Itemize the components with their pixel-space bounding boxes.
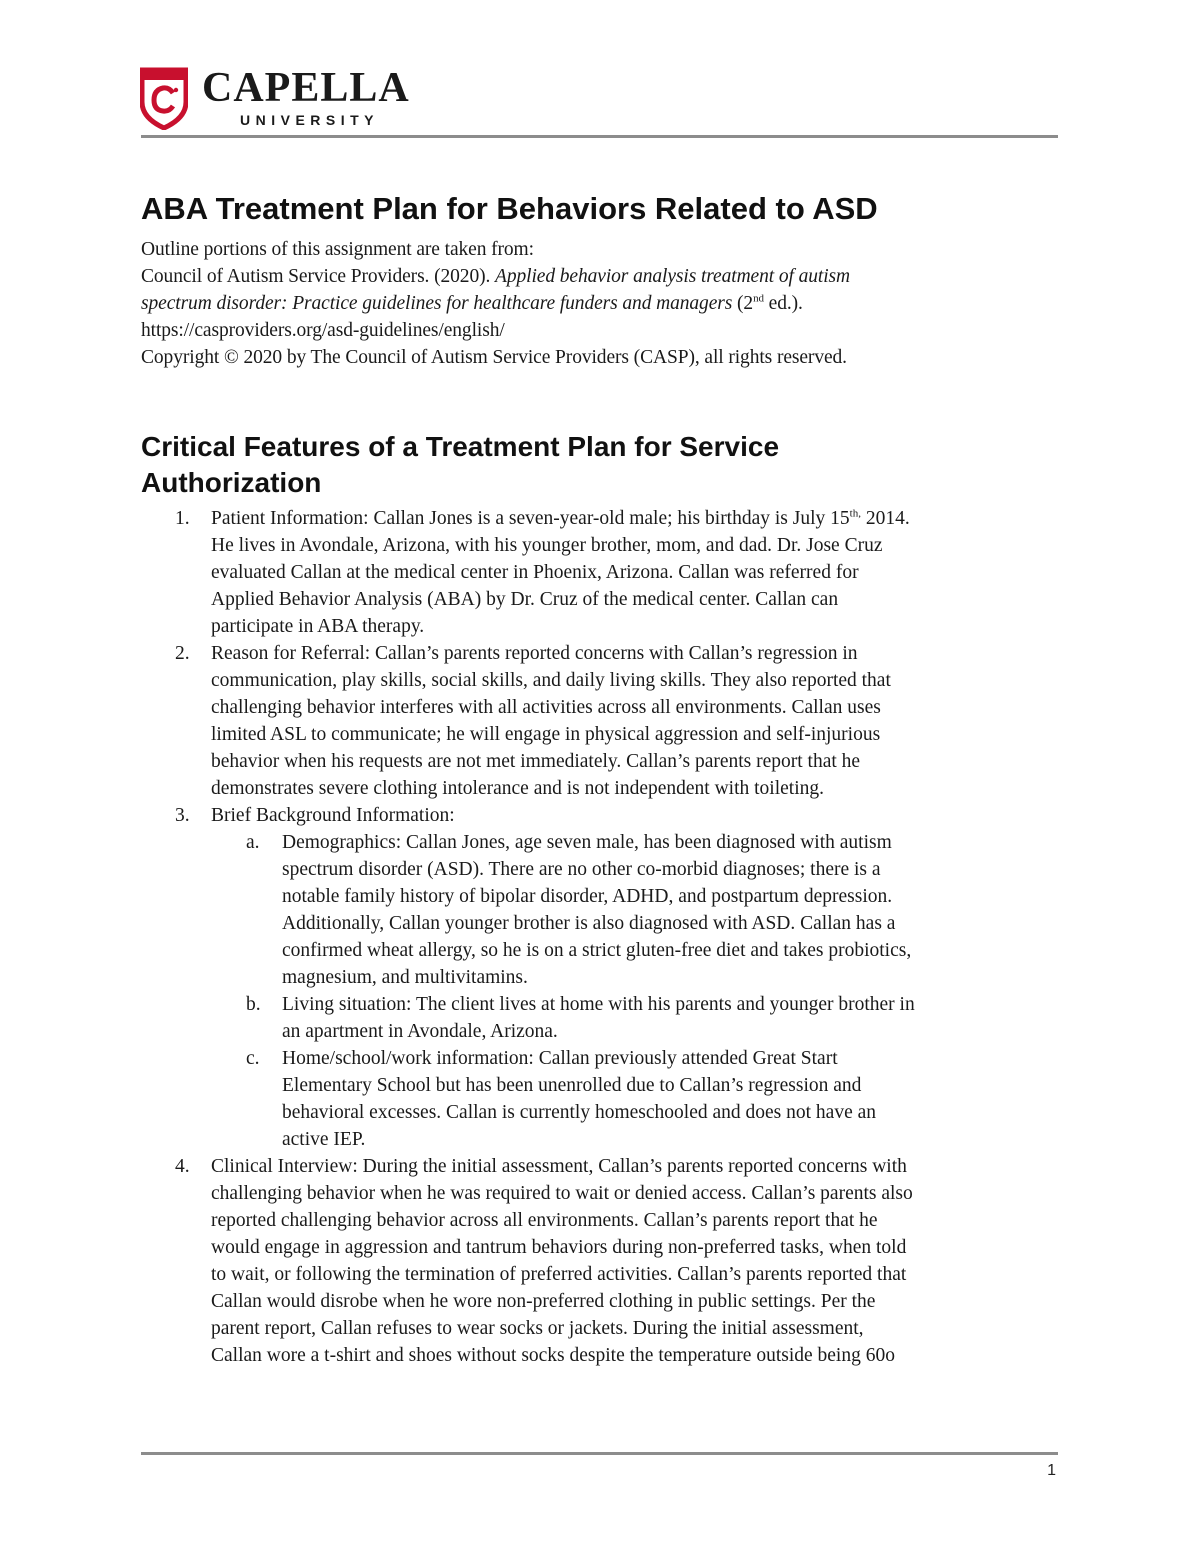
item-line: evaluated Callan at the medical center in Phoenix, Arizona. Callan was referred for [211, 562, 859, 583]
sublist-letter: c. [246, 1048, 260, 1069]
list-item-clinical-interview [141, 1153, 1061, 1369]
list-number: 3. [175, 805, 190, 826]
citation-edition-post: ed.). [763, 293, 803, 314]
logo-subtitle: UNIVERSITY [240, 112, 380, 128]
item-line: would engage in aggression and tantrum behaviors during non-preferred tasks, when told [211, 1237, 907, 1258]
item-line: Brief Background Information: [211, 805, 455, 826]
item-line: parent report, Callan refuses to wear socks or jackets. During the initial assessment, [211, 1318, 864, 1339]
item-line: magnesium, and multivitamins. [282, 967, 528, 988]
page-number: 1 [1047, 1462, 1056, 1479]
list-number: 2. [175, 643, 190, 664]
list-item-patient-information [141, 505, 1061, 640]
header-divider [141, 135, 1058, 138]
item-line: Callan wore a t-shirt and shoes without socks despite the temperature outside being 60o [211, 1345, 895, 1366]
citation-title-part-1: Applied behavior analysis treatment of autism [495, 266, 850, 287]
capella-logo [140, 66, 410, 130]
item-line: challenging behavior interferes with all activities across all environments. Callan uses [211, 697, 881, 718]
item-line: confirmed wheat allergy, so he is on a strict gluten-free diet and takes probiotics, [282, 940, 912, 961]
citation-line-1 [141, 263, 1061, 290]
citation-edition-pre: (2 [732, 293, 754, 314]
section-heading [141, 429, 1061, 501]
item-line [211, 505, 1061, 532]
item-line: Elementary School but has been unenrolled due to Callan’s regression and [282, 1075, 862, 1096]
sublist-item-living-situation [211, 991, 1061, 1045]
section-heading-line-1: Critical Features of a Treatment Plan for Service [141, 431, 780, 462]
item-line: communication, play skills, social skills, and daily living skills. They also reported that [211, 670, 891, 691]
logo-name: CAPELLA [202, 65, 410, 111]
item-text: 2014. [860, 508, 910, 529]
item-line: Home/school/work information: Callan previously attended Great Start [282, 1048, 838, 1069]
citation-edition-sup: nd [753, 292, 764, 305]
background-sublist [211, 829, 1061, 1153]
item-line: spectrum disorder (ASD). There are no other co-morbid diagnoses; there is a [282, 859, 881, 880]
citation-prefix: Council of Autism Service Providers. (2020). [141, 266, 496, 287]
sublist-item-demographics [211, 829, 1061, 991]
item-line: notable family history of bipolar disorder, ADHD, and postpartum depression. [282, 886, 893, 907]
item-line: active IEP. [282, 1129, 366, 1150]
item-line: Callan would disrobe when he wore non-preferred clothing in public settings. Per the [211, 1291, 876, 1312]
item-superscript: th, [849, 507, 861, 520]
sublist-item-school-information [211, 1045, 1061, 1153]
item-line: He lives in Avondale, Arizona, with his younger brother, mom, and dad. Dr. Jose Cruz [211, 535, 883, 556]
section-heading-line-2: Authorization [141, 467, 322, 498]
list-number: 4. [175, 1156, 190, 1177]
citation-url: https://casproviders.org/asd-guidelines/english/ [141, 320, 505, 341]
copyright-line: Copyright © 2020 by The Council of Autism Service Providers (CASP), all rights reserved. [141, 347, 847, 368]
item-line: participate in ABA therapy. [211, 616, 425, 637]
item-line: Demographics: Callan Jones, age seven male, has been diagnosed with autism [282, 832, 892, 853]
item-line: Living situation: The client lives at home with his parents and younger brother in [282, 994, 915, 1015]
list-item-background-information [141, 802, 1061, 1153]
capella-shield-icon [140, 66, 188, 130]
item-text: Patient Information: Callan Jones is a seven-year-old male; his birthday is July 15 [211, 508, 850, 529]
item-line: limited ASL to communicate; he will engage in physical aggression and self-injurious [211, 724, 881, 745]
intro-line: Outline portions of this assignment are taken from: [141, 239, 534, 260]
footer-divider [141, 1452, 1058, 1455]
sublist-letter: a. [246, 832, 260, 853]
item-line: behavioral excesses. Callan is currently homeschooled and does not have an [282, 1102, 877, 1123]
item-line: Clinical Interview: During the initial assessment, Callan’s parents reported concerns with [211, 1156, 907, 1177]
item-line: demonstrates severe clothing intolerance and is not independent with toileting. [211, 778, 825, 799]
source-citation [141, 236, 1061, 371]
citation-line-2 [141, 290, 1061, 317]
sublist-letter: b. [246, 994, 261, 1015]
item-line: challenging behavior when he was required to wait or denied access. Callan’s parents also [211, 1183, 913, 1204]
item-line: Additionally, Callan younger brother is also diagnosed with ASD. Callan has a [282, 913, 896, 934]
item-line: Reason for Referral: Callan’s parents reported concerns with Callan’s regression in [211, 643, 858, 664]
item-line: Applied Behavior Analysis (ABA) by Dr. Cruz of the medical center. Callan can [211, 589, 839, 610]
treatment-plan-list [141, 505, 1061, 1369]
document-body [141, 190, 1061, 1369]
item-line: behavior when his requests are not met immediately. Callan’s parents report that he [211, 751, 861, 772]
citation-title-part-2: spectrum disorder: Practice guidelines for healthcare funders and managers [141, 293, 733, 314]
list-item-reason-for-referral [141, 640, 1061, 802]
list-number: 1. [175, 508, 190, 529]
document-title: ABA Treatment Plan for Behaviors Related to ASD [141, 191, 878, 226]
item-line: reported challenging behavior across all environments. Callan’s parents report that he [211, 1210, 878, 1231]
item-line: to wait, or following the termination of preferred activities. Callan’s parents reported that [211, 1264, 907, 1285]
item-line: an apartment in Avondale, Arizona. [282, 1021, 558, 1042]
